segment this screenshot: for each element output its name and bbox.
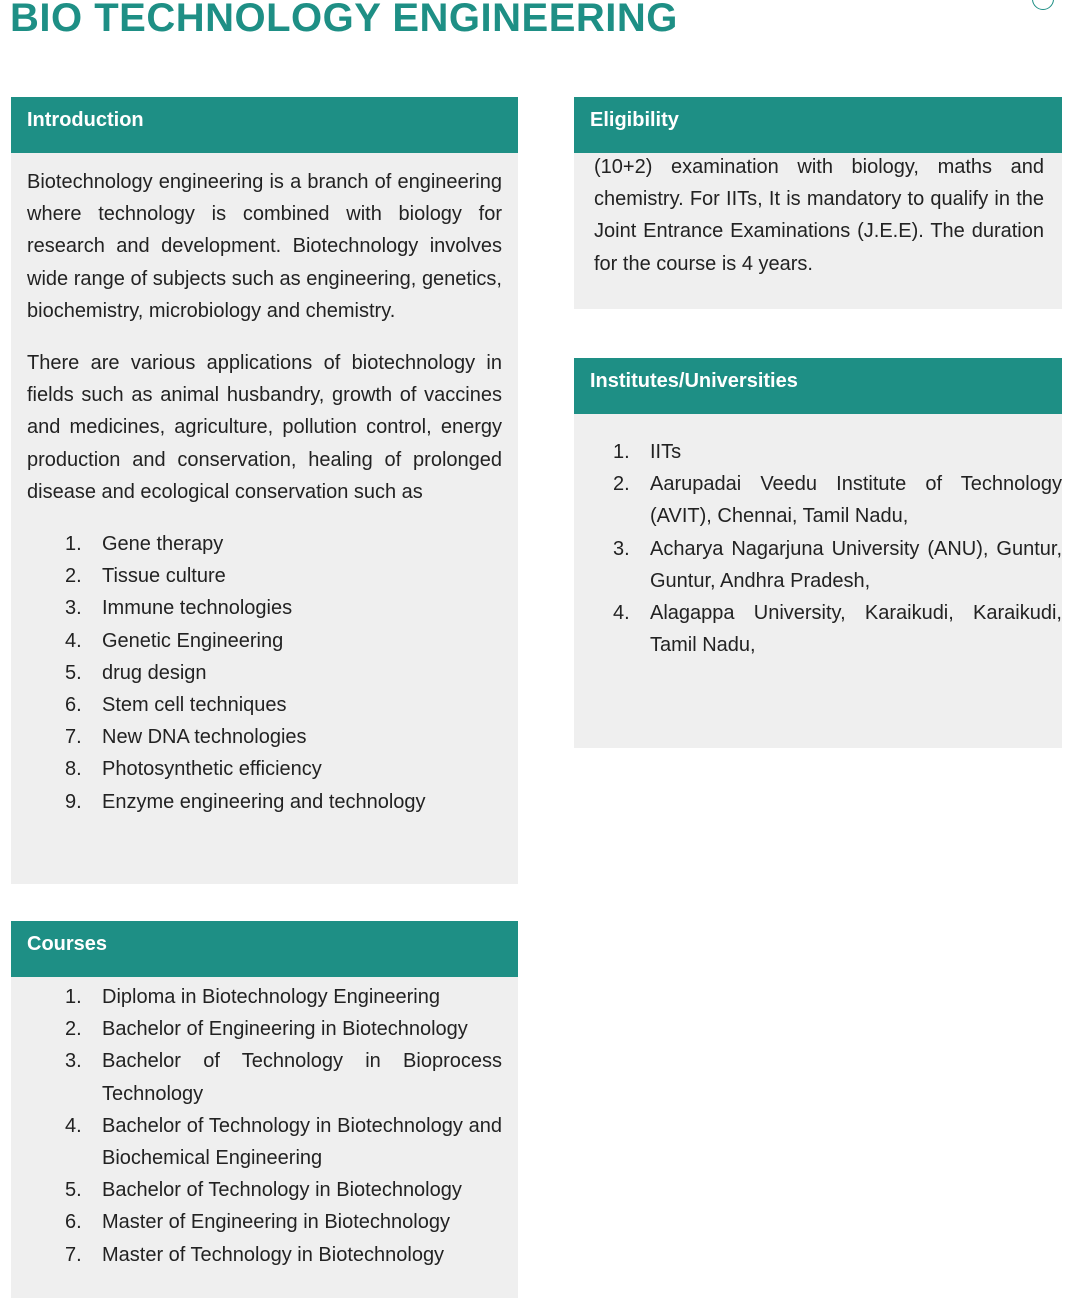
list-number: 2. [613,473,630,496]
list-item [65,786,502,818]
list-number: 2. [65,1018,82,1041]
list-item [613,597,1062,661]
list-item [65,721,502,753]
list-item [65,1110,502,1174]
institutes-list [613,436,1062,661]
list-text: IITs [650,441,682,463]
introduction-paragraph-1: Biotechnology engineering is a branch of engineering where technology is combined with biology for research and development. Biotechnology involves wide range of subjects such as engineering, genetics, biochemistry, microbiology and chemistry. [27,171,502,322]
list-text: Tissue culture [102,565,226,588]
list-text: Immune technologies [102,597,293,620]
list-item [65,689,502,721]
eligibility-body [574,151,1062,280]
introduction-panel [11,97,518,884]
list-text: Stem cell techniques [102,694,287,717]
list-text: Bachelor of Technology in Biotechnology and Biochemical Engineering [102,1114,502,1170]
eligibility-text: (10+2) examination with biology, maths and chemistry. For IITs, It is mandatory to qualify in the Joint Entrance Examinations (J.E.E). The duration for the course is 4 years. [594,156,1044,275]
list-text: Aarupadai Veedu Institute of Technology (AVIT), Chennai, Tamil Nadu, [650,473,1062,528]
list-text: Acharya Nagarjuna University (ANU), Guntur, Guntur, Andhra Pradesh, [650,537,1062,592]
eligibility-panel [574,97,1062,309]
list-number: 9. [65,790,82,813]
list-item [65,1174,502,1206]
list-text: Enzyme engineering and technology [102,790,426,813]
list-number: 4. [65,1114,82,1137]
list-number: 8. [65,758,82,781]
list-item [65,625,502,657]
list-item [613,533,1062,597]
list-number: 6. [65,1211,82,1234]
eligibility-heading: Eligibility [574,97,1062,153]
courses-list [65,981,502,1271]
list-item [65,1206,502,1238]
list-number: 1. [65,986,82,1008]
list-text: Master of Technology in Biotechnology [102,1243,445,1266]
list-number: 1. [613,441,630,463]
courses-heading: Courses [11,921,518,977]
introduction-body [11,153,518,818]
list-number: 2. [65,565,82,588]
list-item [613,468,1062,532]
list-number: 7. [65,1243,82,1266]
list-text: Photosynthetic efficiency [102,758,322,781]
list-number: 7. [65,726,82,749]
list-text: Master of Engineering in Biotechnology [102,1211,450,1234]
list-number: 4. [613,602,630,625]
list-text: drug design [102,661,207,684]
list-text: Bachelor of Engineering in Biotechnology [102,1018,468,1041]
list-number: 3. [65,1050,82,1073]
list-number: 1. [65,533,82,556]
list-text: Bachelor of Technology in Bioprocess Technology [102,1050,502,1105]
list-item [65,592,502,624]
list-number: 5. [65,661,82,684]
list-item [65,753,502,785]
list-text: Gene therapy [102,533,224,556]
list-number: 3. [613,537,630,560]
list-number: 3. [65,597,82,620]
list-text: Alagappa University, Karaikudi, Karaikudi, Tamil Nadu, [650,602,1062,657]
institutes-body [574,414,1062,661]
list-text: Diploma in Biotechnology Engineering [102,986,440,1008]
list-item [65,528,502,560]
list-number: 4. [65,629,82,652]
list-item [65,657,502,689]
introduction-heading: Introduction [11,97,518,153]
courses-body [11,977,518,1271]
applications-list [27,528,502,818]
institutes-heading: Institutes/Universities [574,358,1062,414]
list-item [65,1013,502,1045]
list-item [65,981,502,1013]
introduction-paragraph-2: There are various applications of biotechnology in fields such as animal husbandry, growth of vaccines and medicines, agriculture, pollution control, energy production and conservation, healing of prolonged disease and ecological conservation such as [27,352,502,503]
page-title: BIO TECHNOLOGY ENGINEERING [10,0,678,40]
circle-outline-icon [1032,0,1054,10]
list-text: New DNA technologies [102,726,307,749]
list-number: 5. [65,1179,82,1202]
list-number: 6. [65,694,82,717]
institutes-panel [574,358,1062,748]
list-item [613,436,1062,468]
list-text: Genetic Engineering [102,629,284,652]
list-item [65,1239,502,1271]
list-text: Bachelor of Technology in Biotechnology [102,1179,462,1202]
list-item [65,560,502,592]
courses-panel [11,921,518,1298]
list-item [65,1045,502,1109]
